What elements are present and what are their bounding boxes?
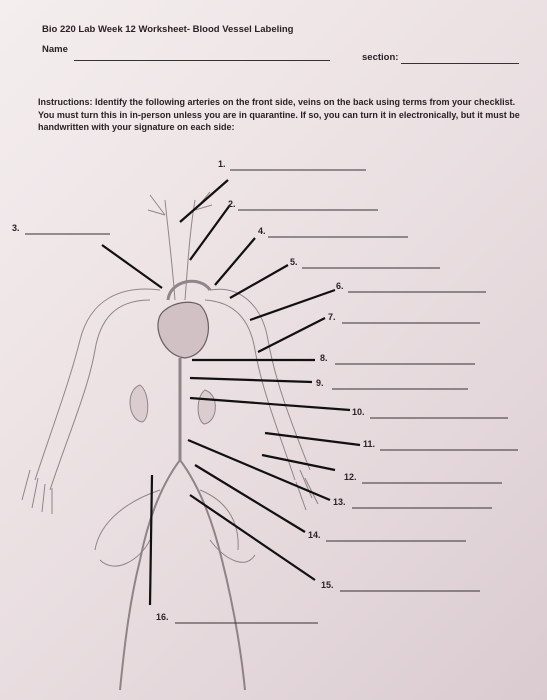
label-9: 9. [316, 378, 324, 388]
label-8: 8. [320, 353, 328, 363]
pointer-15 [190, 495, 315, 580]
label-2: 2. [228, 199, 236, 209]
pointer-13 [188, 440, 330, 500]
answer-blanks [25, 170, 518, 623]
pointer-4 [215, 238, 255, 285]
name-label: Name [42, 44, 68, 55]
label-15: 15. [321, 580, 334, 590]
body-illustration [22, 192, 318, 690]
pointer-12 [262, 455, 335, 470]
label-13: 13. [333, 497, 346, 507]
label-16: 16. [156, 612, 169, 622]
section-label: section: [362, 52, 399, 63]
pointer-11 [265, 433, 360, 445]
pointer-9 [190, 378, 312, 382]
label-5: 5. [290, 257, 298, 267]
instructions-text: Instructions: Identify the following arteries on the front side, veins on the back using terms from your checklist. You must turn this in in-person unless you are in quarantine. If so, you can turn it in electronically, but it must be handwritten with your signature on each side: [38, 97, 520, 132]
label-10: 10. [352, 407, 365, 417]
label-4: 4. [258, 226, 266, 236]
pointer-5 [230, 265, 288, 298]
label-7: 7. [328, 312, 336, 322]
pointer-7 [258, 318, 325, 352]
pointer-1 [180, 180, 228, 222]
label-3: 3. [12, 223, 20, 233]
label-14: 14. [308, 530, 321, 540]
pointer-3 [102, 245, 162, 288]
label-1: 1. [218, 159, 226, 169]
pointer-6 [250, 290, 335, 320]
pointer-16 [150, 475, 152, 605]
label-6: 6. [336, 281, 344, 291]
worksheet-title: Bio 220 Lab Week 12 Worksheet- Blood Vessel Labeling [42, 24, 294, 35]
label-12: 12. [344, 472, 357, 482]
pointer-2 [190, 205, 230, 260]
label-11: 11. [363, 439, 376, 449]
